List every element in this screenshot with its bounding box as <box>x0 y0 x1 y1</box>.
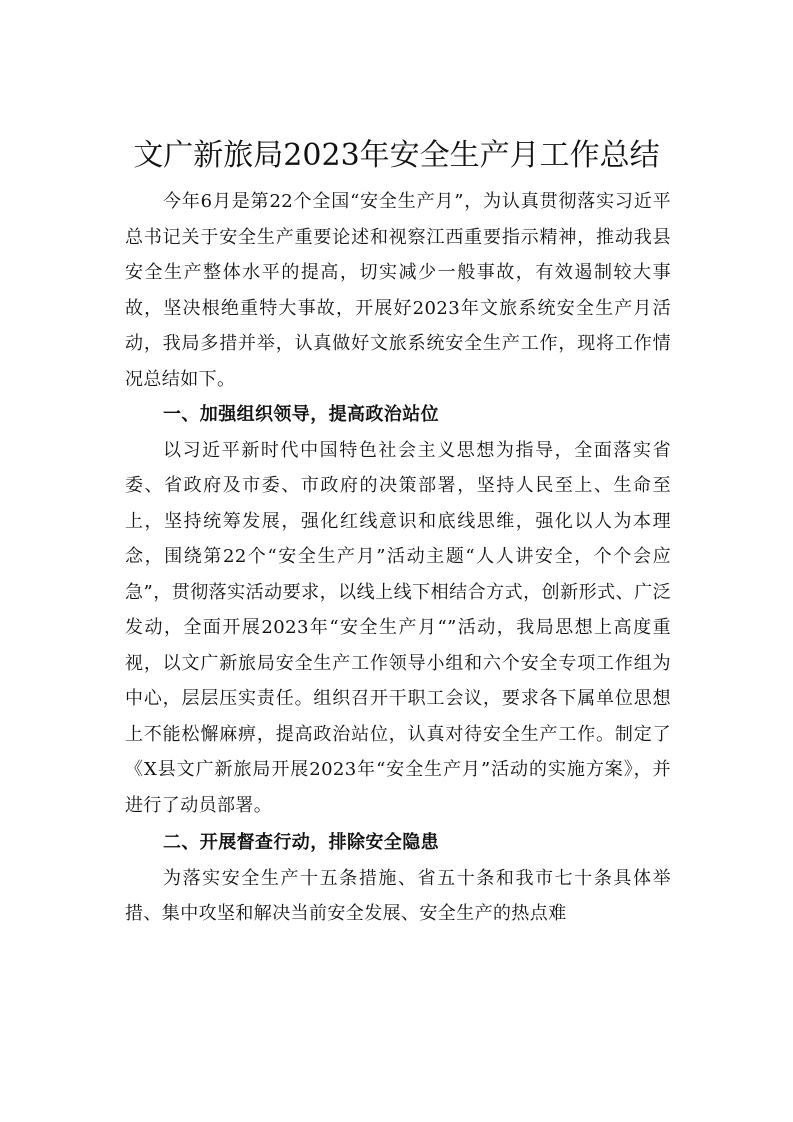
section-1-heading: 一、加强组织领导，提高政治站位 <box>163 404 439 425</box>
section-1-paragraph: 以习近平新时代中国特色社会主义思想为指导，全面落实省委、省政府及市委、市政府的决策部署，坚持人民至上、生命至上，坚持统筹发展，强化红线意识和底线思维，强化以人为本理念，围绕第22个“安全生产月”活动主题“人人讲安全，个个会应急”，贯彻落实活动要求，以线上线下相结合方式，创新形式、广泛发动，全面开展2023年“安全生产月“”活动，我局思想上高度重视，以文广新旅局安全生产工作领导小组和六个安全专项工作组为中心，层层压实责任。组织召开干职工会议，要求各下属单位思想上不能松懈麻痹，提高政治站位，认真对待安全生产工作。制定了《X县文广新旅局开展2023年“安全生产月”活动的实施方案》，并进行了动员部署。 <box>125 439 671 816</box>
document-body <box>125 184 671 932</box>
section-2-heading: 二、开展督查行动，排除安全隐患 <box>163 832 439 853</box>
intro-paragraph: 今年6月是第22个全国“安全生产月”，为认真贯彻落实习近平总书记关于安全生产重要论述和视察江西重要指示精神，推动我县安全生产整体水平的提高，切实减少一般事故，有效遏制较大事故，坚决根绝重特大事故，开展好2023年文旅系统安全生产月活动，我局多措并举，认真做好文旅系统安全生产工作，现将工作情况总结如下。 <box>125 191 671 390</box>
document-title: 文广新旅局2023年安全生产月工作总结 <box>133 138 660 173</box>
section-2-paragraph: 为落实安全生产十五条措施、省五十条和我市七十条具体举措、集中攻坚和解决当前安全发展、安全生产的热点难 <box>125 867 671 924</box>
